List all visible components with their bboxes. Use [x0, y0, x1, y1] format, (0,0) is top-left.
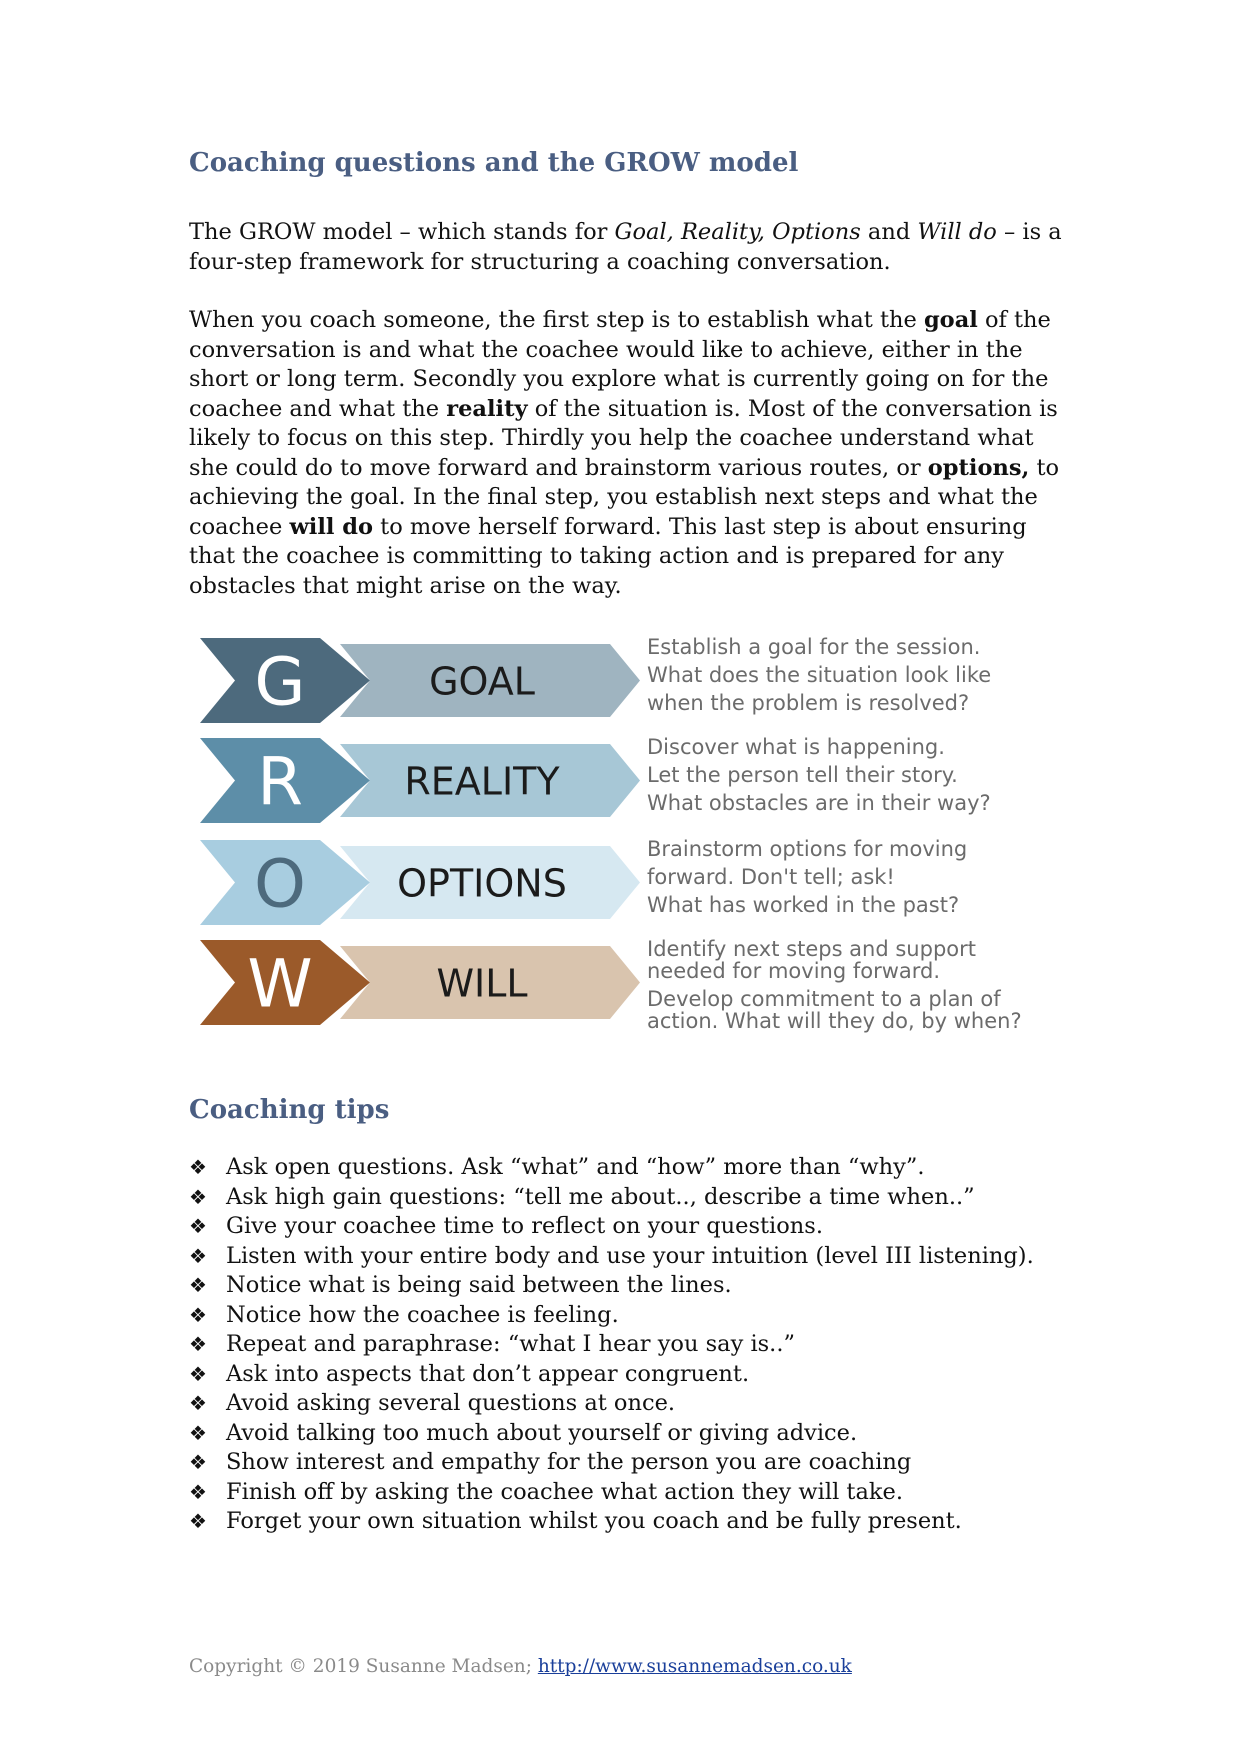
description-line: What obstacles are in their way? — [647, 791, 991, 815]
diamond-bullet-icon: ❖ — [189, 1391, 207, 1415]
body-paragraph: When you coach someone, the first step is to establish what the goal of the conversation is and what the coachee would like to achieve, either in the short or long term. Secondly you explore what is currently going on for the coachee and what the reality of the situation is. Most of the conversation is likely to focus on this step. Thirdly you help the coachee understand what she could do to move forward and brainstorm various routes, or options, to achieving the goal. In the final step, you establish next steps and what the coachee will do to move herself forward. This last step is about ensuring that the coachee is committing to taking action and is prepared for any obstacles that might arise on the way. — [189, 307, 1060, 599]
grow-description-goal — [647, 636, 991, 714]
tip-text: Notice what is being said between the lines. — [226, 1272, 732, 1298]
website-link[interactable]: http://www.susannemadsen.co.uk — [537, 1656, 852, 1677]
tip-text: Ask high gain questions: “tell me about.., describe a time when..” — [226, 1183, 975, 1210]
tips-heading: Coaching tips — [189, 1095, 390, 1125]
grow-letter: R — [257, 743, 303, 821]
tip-item — [189, 1389, 1034, 1419]
tips-list — [189, 1153, 1034, 1537]
page-title: Coaching questions and the GROW model — [189, 148, 799, 178]
intro-paragraph: The GROW model – which stands for Goal, Reality, Options and Will do – is a four-step framework for structuring a coaching conversation. — [189, 219, 1062, 275]
tip-text: Listen with your entire body and use your intuition (level III listening). — [226, 1242, 1034, 1269]
diamond-bullet-icon: ❖ — [189, 1243, 207, 1268]
tip-text: Ask into aspects that don’t appear congruent. — [226, 1360, 750, 1387]
diamond-bullet-icon: ❖ — [189, 1214, 207, 1238]
grow-arrows — [200, 630, 640, 1050]
tip-item — [189, 1183, 1034, 1213]
description-line: Identify next steps and support — [647, 937, 976, 961]
tip-item — [189, 1360, 1034, 1390]
description-line: Let the person tell their story. — [647, 763, 958, 787]
tip-item — [189, 1301, 1034, 1331]
grow-description-options — [647, 838, 967, 916]
diamond-bullet-icon: ❖ — [189, 1184, 207, 1209]
tip-item — [189, 1153, 1034, 1183]
diamond-bullet-icon: ❖ — [189, 1361, 207, 1386]
diamond-bullet-icon: ❖ — [189, 1509, 207, 1533]
description-line: Establish a goal for the session. — [647, 635, 981, 659]
grow-word: OPTIONS — [397, 861, 567, 906]
grow-row-reality — [200, 738, 640, 823]
tip-text: Ask open questions. Ask “what” and “how” more than “why”. — [226, 1154, 925, 1180]
description-line: forward. Don't tell; ask! — [647, 865, 895, 889]
description-line: when the problem is resolved? — [647, 691, 970, 715]
description-line: Discover what is happening. — [647, 735, 945, 759]
tip-text: Repeat and paraphrase: “what I hear you say is..” — [226, 1331, 795, 1357]
diamond-bullet-icon: ❖ — [189, 1155, 207, 1179]
grow-description-will — [647, 938, 1022, 1032]
description-line: action. What will they do, by when? — [647, 1009, 1022, 1033]
tip-item — [189, 1448, 1034, 1478]
tip-text: Avoid asking several questions at once. — [226, 1390, 676, 1416]
grow-letter: W — [247, 945, 313, 1023]
diamond-bullet-icon: ❖ — [189, 1479, 207, 1504]
grow-word: GOAL — [429, 659, 535, 704]
tip-item — [189, 1330, 1034, 1360]
diamond-bullet-icon: ❖ — [189, 1450, 207, 1474]
description-line: needed for moving forward. — [647, 959, 941, 983]
grow-model-diagram — [200, 630, 1080, 1050]
tip-item — [189, 1212, 1034, 1242]
copyright-text: Copyright © 2019 Susanne Madsen; — [189, 1656, 538, 1677]
tip-text: Give your coachee time to reflect on your questions. — [226, 1213, 823, 1239]
grow-word: REALITY — [404, 759, 560, 804]
grow-row-options — [200, 840, 640, 925]
diamond-bullet-icon: ❖ — [189, 1273, 207, 1297]
grow-row-goal — [200, 638, 640, 723]
tip-text: Forget your own situation whilst you coach and be fully present. — [226, 1508, 962, 1534]
tip-item — [189, 1271, 1034, 1301]
tip-item — [189, 1419, 1034, 1449]
diamond-bullet-icon: ❖ — [189, 1332, 207, 1356]
footer — [189, 1656, 852, 1677]
tip-text: Notice how the coachee is feeling. — [226, 1301, 619, 1328]
tip-text: Avoid talking too much about yourself or giving advice. — [226, 1419, 858, 1446]
tip-text: Finish off by asking the coachee what action they will take. — [226, 1478, 903, 1505]
diamond-bullet-icon: ❖ — [189, 1420, 207, 1445]
grow-letter: G — [254, 643, 306, 721]
description-line: Develop commitment to a plan of — [647, 987, 1001, 1011]
tip-item — [189, 1242, 1034, 1272]
grow-row-will — [200, 940, 640, 1025]
tip-item — [189, 1507, 1034, 1537]
description-line: Brainstorm options for moving — [647, 837, 968, 861]
tip-text: Show interest and empathy for the person you are coaching — [226, 1449, 912, 1475]
grow-letter: O — [254, 845, 306, 923]
tip-item — [189, 1478, 1034, 1508]
description-line: What has worked in the past? — [647, 893, 960, 917]
description-line: What does the situation look like — [647, 663, 992, 687]
grow-description-reality — [647, 736, 991, 814]
diamond-bullet-icon: ❖ — [189, 1302, 207, 1327]
grow-word: WILL — [436, 961, 528, 1006]
